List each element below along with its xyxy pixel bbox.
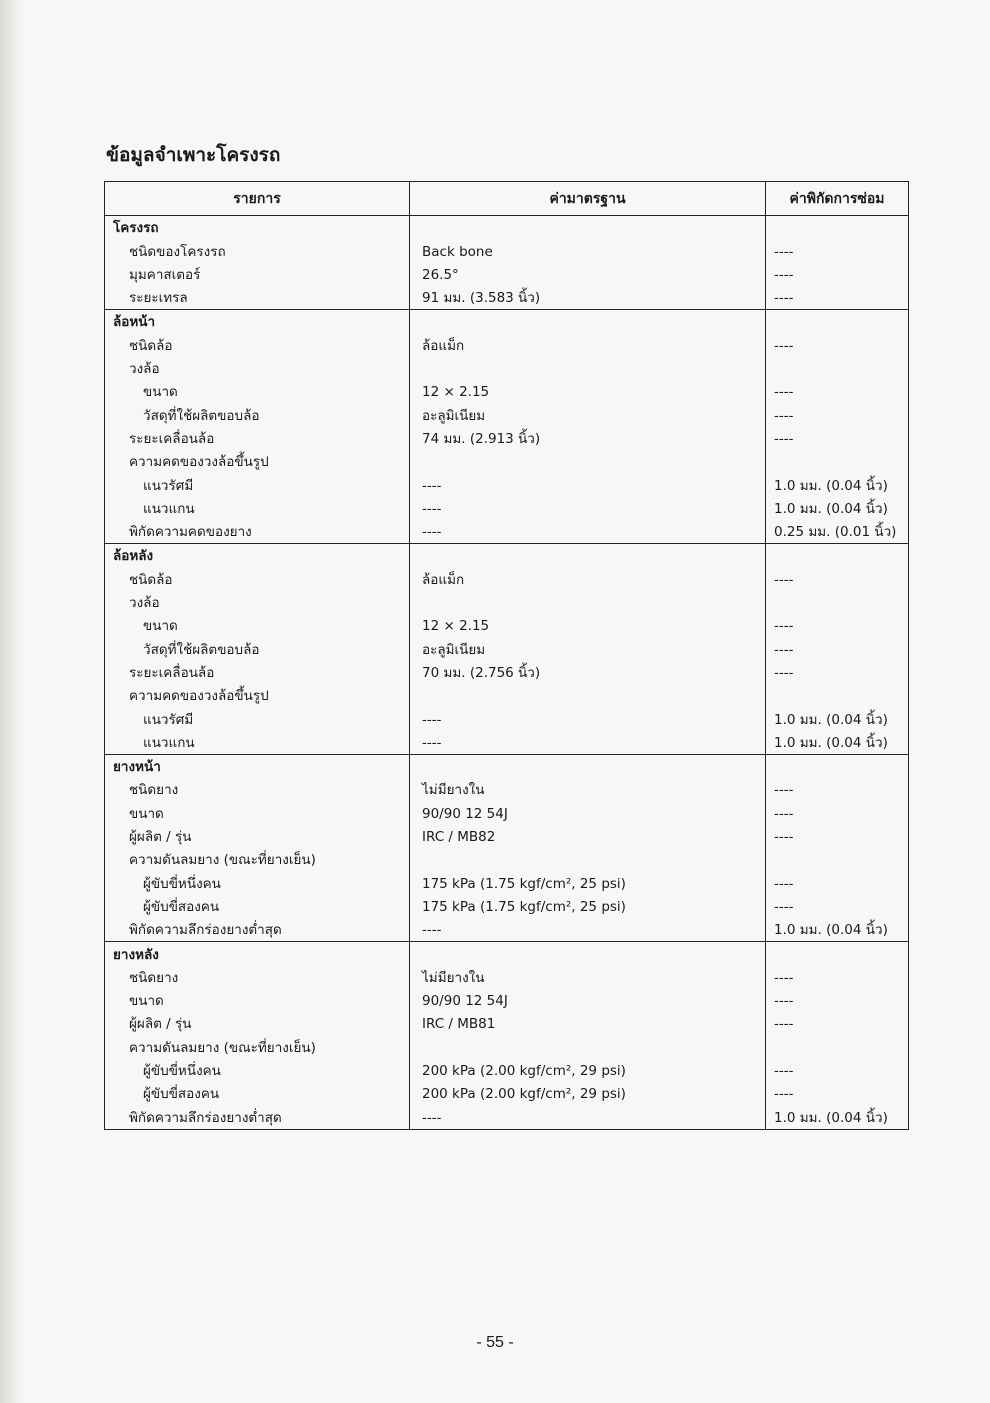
row-label: ขนาด [105,380,410,403]
row-limit-value: ---- [766,333,909,356]
table-row [105,380,909,403]
table-row [105,1105,909,1129]
row-label: ผู้ผลิต / รุ่น [105,1012,410,1035]
table-row [105,895,909,918]
row-label: ความดันลมยาง (ขณะที่ยางเย็น) [105,1035,410,1058]
header-limit: ค่าพิกัดการซ่อม [766,182,909,216]
row-standard-value: 12 × 2.15 [410,614,766,637]
row-standard-value: ไม่มียางใน [410,778,766,801]
row-label: ชนิดยาง [105,966,410,989]
section-limit-empty [766,942,909,966]
table-row [105,286,909,310]
row-standard-value: ---- [410,918,766,942]
row-label: วงล้อ [105,357,410,380]
table-row [105,731,909,755]
row-limit-value: ---- [766,895,909,918]
table-row [105,637,909,660]
section-standard-empty [410,216,766,240]
row-label: วัสดุที่ใช้ผลิตขอบล้อ [105,403,410,426]
row-label: ผู้ขับขี่หนึ่งคน [105,871,410,894]
row-label: ชนิดล้อ [105,333,410,356]
row-limit-value [766,450,909,473]
table-row [105,825,909,848]
section-limit-empty [766,216,909,240]
row-standard-value: Back bone [410,239,766,262]
row-label: พิกัดความลึกร่องยางต่ำสุด [105,1105,410,1129]
row-label: พิกัดความลึกร่องยางต่ำสุด [105,918,410,942]
row-standard-value: 200 kPa (2.00 kgf/cm², 29 psi) [410,1082,766,1105]
row-label: ชนิดของโครงรถ [105,239,410,262]
row-label: ผู้ขับขี่สองคน [105,1082,410,1105]
table-row [105,684,909,707]
row-standard-value: ไม่มียางใน [410,966,766,989]
row-standard-value: 90/90 12 54J [410,801,766,824]
row-label: วัสดุที่ใช้ผลิตขอบล้อ [105,637,410,660]
row-label: ผู้ขับขี่หนึ่งคน [105,1059,410,1082]
row-limit-value: ---- [766,801,909,824]
row-limit-value [766,684,909,707]
row-limit-value: ---- [766,1012,909,1035]
section-standard-empty [410,544,766,568]
row-limit-value: ---- [766,966,909,989]
table-row [105,567,909,590]
row-standard-value: ---- [410,473,766,496]
row-standard-value: 90/90 12 54J [410,989,766,1012]
row-label: ขนาด [105,801,410,824]
row-limit-value: ---- [766,1082,909,1105]
row-limit-value [766,1035,909,1058]
row-label: ผู้ขับขี่สองคน [105,895,410,918]
table-row [105,239,909,262]
row-standard-value: ล้อแม็ก [410,333,766,356]
spec-table-body [105,216,909,1130]
section-limit-empty [766,544,909,568]
table-row [105,497,909,520]
row-limit-value: ---- [766,403,909,426]
section-limit-empty [766,754,909,778]
section-title: ยางหน้า [105,754,410,778]
row-limit-value: ---- [766,989,909,1012]
row-standard-value: 175 kPa (1.75 kgf/cm², 25 psi) [410,895,766,918]
row-label: ชนิดยาง [105,778,410,801]
row-standard-value [410,591,766,614]
table-row [105,450,909,473]
row-limit-value: 1.0 มม. (0.04 นิ้ว) [766,473,909,496]
table-row [105,591,909,614]
row-limit-value: ---- [766,614,909,637]
row-standard-value: อะลูมิเนียม [410,403,766,426]
row-standard-value [410,1035,766,1058]
row-label: ชนิดล้อ [105,567,410,590]
row-limit-value: ---- [766,380,909,403]
row-standard-value: 12 × 2.15 [410,380,766,403]
row-limit-value: ---- [766,661,909,684]
page-binding-shadow [0,0,22,1403]
row-standard-value: 91 มม. (3.583 นิ้ว) [410,286,766,310]
row-standard-value: IRC / MB82 [410,825,766,848]
row-label: มุมคาสเตอร์ [105,263,410,286]
row-limit-value: ---- [766,1059,909,1082]
row-standard-value: ล้อแม็ก [410,567,766,590]
section-title: ล้อหลัง [105,544,410,568]
section-row [105,310,909,334]
table-row [105,614,909,637]
row-standard-value: ---- [410,497,766,520]
section-row [105,754,909,778]
section-row [105,216,909,240]
row-label: ความคดของวงล้อขึ้นรูป [105,684,410,707]
table-header-row [105,182,909,216]
table-row [105,357,909,380]
table-row [105,520,909,544]
row-label: ขนาด [105,989,410,1012]
section-title: ล้อหน้า [105,310,410,334]
table-row [105,707,909,730]
table-row [105,918,909,942]
table-row [105,1012,909,1035]
table-row [105,778,909,801]
row-standard-value: อะลูมิเนียม [410,637,766,660]
section-standard-empty [410,310,766,334]
section-title: โครงรถ [105,216,410,240]
row-label: ผู้ผลิต / รุ่น [105,825,410,848]
row-label: ระยะเคลื่อนล้อ [105,661,410,684]
section-row [105,544,909,568]
table-row [105,801,909,824]
row-label: วงล้อ [105,591,410,614]
page-number: - 55 - [476,1334,514,1351]
row-label: ความดันลมยาง (ขณะที่ยางเย็น) [105,848,410,871]
section-row [105,942,909,966]
table-row [105,1082,909,1105]
row-limit-value: ---- [766,263,909,286]
table-row [105,473,909,496]
row-limit-value: ---- [766,239,909,262]
row-label: ระยะเคลื่อนล้อ [105,427,410,450]
row-standard-value: ---- [410,520,766,544]
row-limit-value: 1.0 มม. (0.04 นิ้ว) [766,918,909,942]
row-label: ความคดของวงล้อขึ้นรูป [105,450,410,473]
row-label: ระยะเทรล [105,286,410,310]
row-limit-value: 1.0 มม. (0.04 นิ้ว) [766,731,909,755]
section-limit-empty [766,310,909,334]
header-standard: ค่ามาตรฐาน [410,182,766,216]
row-standard-value: 175 kPa (1.75 kgf/cm², 25 psi) [410,871,766,894]
row-label: แนวรัศมี [105,707,410,730]
row-standard-value: IRC / MB81 [410,1012,766,1035]
row-limit-value: ---- [766,567,909,590]
table-row [105,403,909,426]
row-standard-value: 200 kPa (2.00 kgf/cm², 29 psi) [410,1059,766,1082]
header-item: รายการ [105,182,410,216]
table-row [105,966,909,989]
row-standard-value: ---- [410,731,766,755]
row-limit-value [766,848,909,871]
section-standard-empty [410,754,766,778]
row-standard-value [410,848,766,871]
row-standard-value: 26.5° [410,263,766,286]
row-limit-value: 0.25 มม. (0.01 นิ้ว) [766,520,909,544]
row-standard-value [410,357,766,380]
table-row [105,263,909,286]
row-standard-value: ---- [410,707,766,730]
row-label: แนวแกน [105,731,410,755]
table-row [105,871,909,894]
row-limit-value: 1.0 มม. (0.04 นิ้ว) [766,497,909,520]
row-limit-value: ---- [766,286,909,310]
row-label: แนวรัศมี [105,473,410,496]
row-limit-value: ---- [766,871,909,894]
row-limit-value: ---- [766,427,909,450]
table-row [105,848,909,871]
table-row [105,661,909,684]
table-row [105,427,909,450]
row-limit-value [766,357,909,380]
row-label: ขนาด [105,614,410,637]
section-standard-empty [410,942,766,966]
row-standard-value: ---- [410,1105,766,1129]
row-label: พิกัดความคดของยาง [105,520,410,544]
table-row [105,1035,909,1058]
row-limit-value [766,591,909,614]
table-row [105,989,909,1012]
table-row [105,1059,909,1082]
row-limit-value: ---- [766,778,909,801]
row-standard-value: 74 มม. (2.913 นิ้ว) [410,427,766,450]
row-limit-value: 1.0 มม. (0.04 นิ้ว) [766,1105,909,1129]
page-title: ข้อมูลจำเพาะโครงรถ [106,144,281,166]
row-limit-value: ---- [766,637,909,660]
row-limit-value: 1.0 มม. (0.04 นิ้ว) [766,707,909,730]
row-standard-value: 70 มม. (2.756 นิ้ว) [410,661,766,684]
row-limit-value: ---- [766,825,909,848]
section-title: ยางหลัง [105,942,410,966]
row-standard-value [410,684,766,707]
row-label: แนวแกน [105,497,410,520]
chassis-spec-table [104,181,909,1130]
table-row [105,333,909,356]
row-standard-value [410,450,766,473]
